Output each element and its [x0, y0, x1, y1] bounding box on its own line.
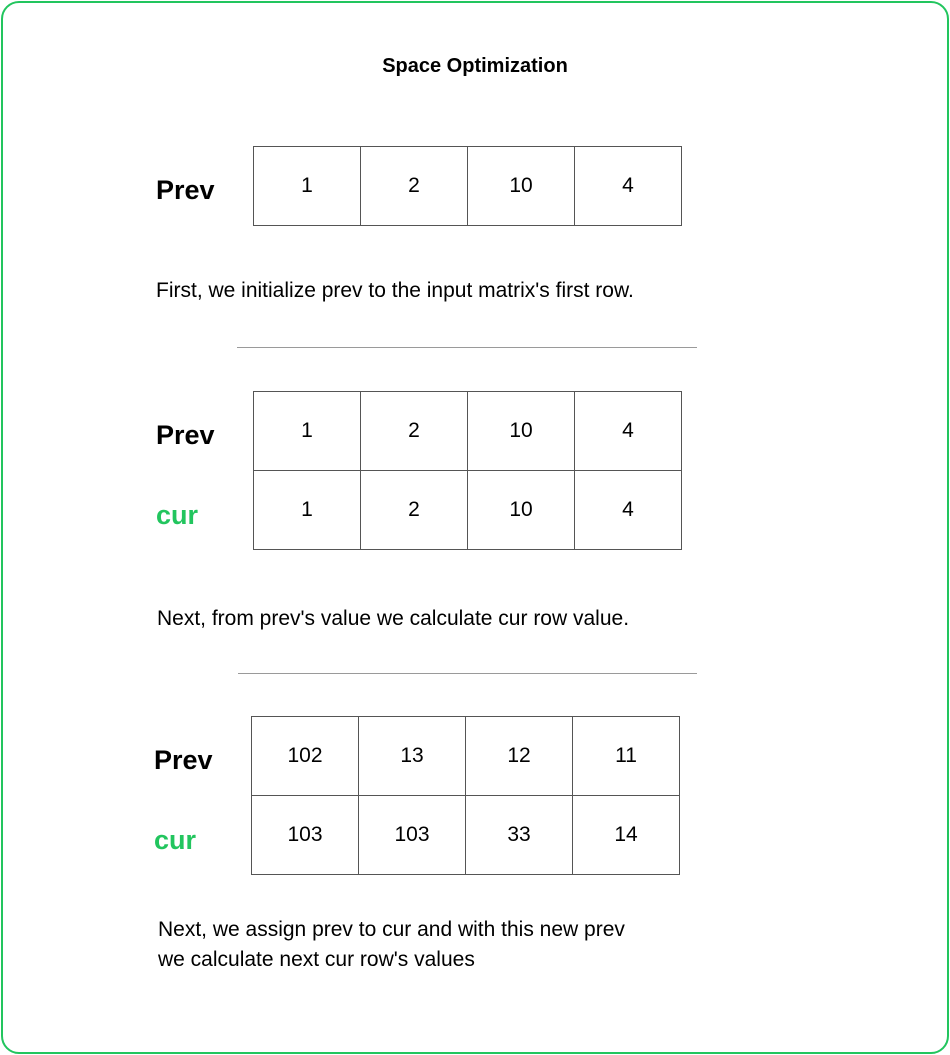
prev-cell: 4: [575, 392, 682, 471]
cur-cell: 103: [359, 796, 466, 875]
prev-row: [254, 392, 682, 471]
cur-cell: 103: [252, 796, 359, 875]
separator-line: [237, 347, 697, 348]
cur-row: [254, 471, 682, 550]
cur-row: [252, 796, 680, 875]
prev-cell: 10: [468, 147, 575, 226]
diagram-title: Space Optimization: [382, 55, 568, 77]
prev-cell: 2: [361, 147, 468, 226]
prev-row-label: Prev: [156, 420, 215, 450]
prev-row: [252, 717, 680, 796]
separator-line: [238, 673, 697, 674]
cur-cell: 10: [468, 471, 575, 550]
prev-cell: 10: [468, 392, 575, 471]
prev-row: [254, 147, 682, 226]
cur-cell: 4: [575, 471, 682, 550]
caption-step-1: First, we initialize prev to the input matrix's first row.: [156, 279, 634, 302]
cur-cell: 1: [254, 471, 361, 550]
cur-row-label: cur: [154, 825, 197, 855]
prev-cell: 11: [573, 717, 680, 796]
cur-row-label: cur: [156, 500, 199, 530]
caption-step-2: Next, from prev's value we calculate cur row value.: [157, 607, 630, 630]
cur-cell: 33: [466, 796, 573, 875]
prev-cell: 12: [466, 717, 573, 796]
matrix-table-1: [253, 146, 682, 226]
prev-cell: 13: [359, 717, 466, 796]
caption-step-3-line-2: we calculate next cur row's values: [158, 948, 475, 971]
prev-cell: 1: [254, 392, 361, 471]
cur-cell: 2: [361, 471, 468, 550]
prev-row-label: Prev: [154, 745, 213, 775]
caption-step-3-line-1: Next, we assign prev to cur and with this new prev: [158, 918, 625, 941]
matrix-table-2: [253, 391, 682, 550]
prev-cell: 1: [254, 147, 361, 226]
prev-row-label: Prev: [156, 175, 215, 205]
prev-cell: 4: [575, 147, 682, 226]
prev-cell: 2: [361, 392, 468, 471]
prev-cell: 102: [252, 717, 359, 796]
cur-cell: 14: [573, 796, 680, 875]
matrix-table-3: [251, 716, 680, 875]
